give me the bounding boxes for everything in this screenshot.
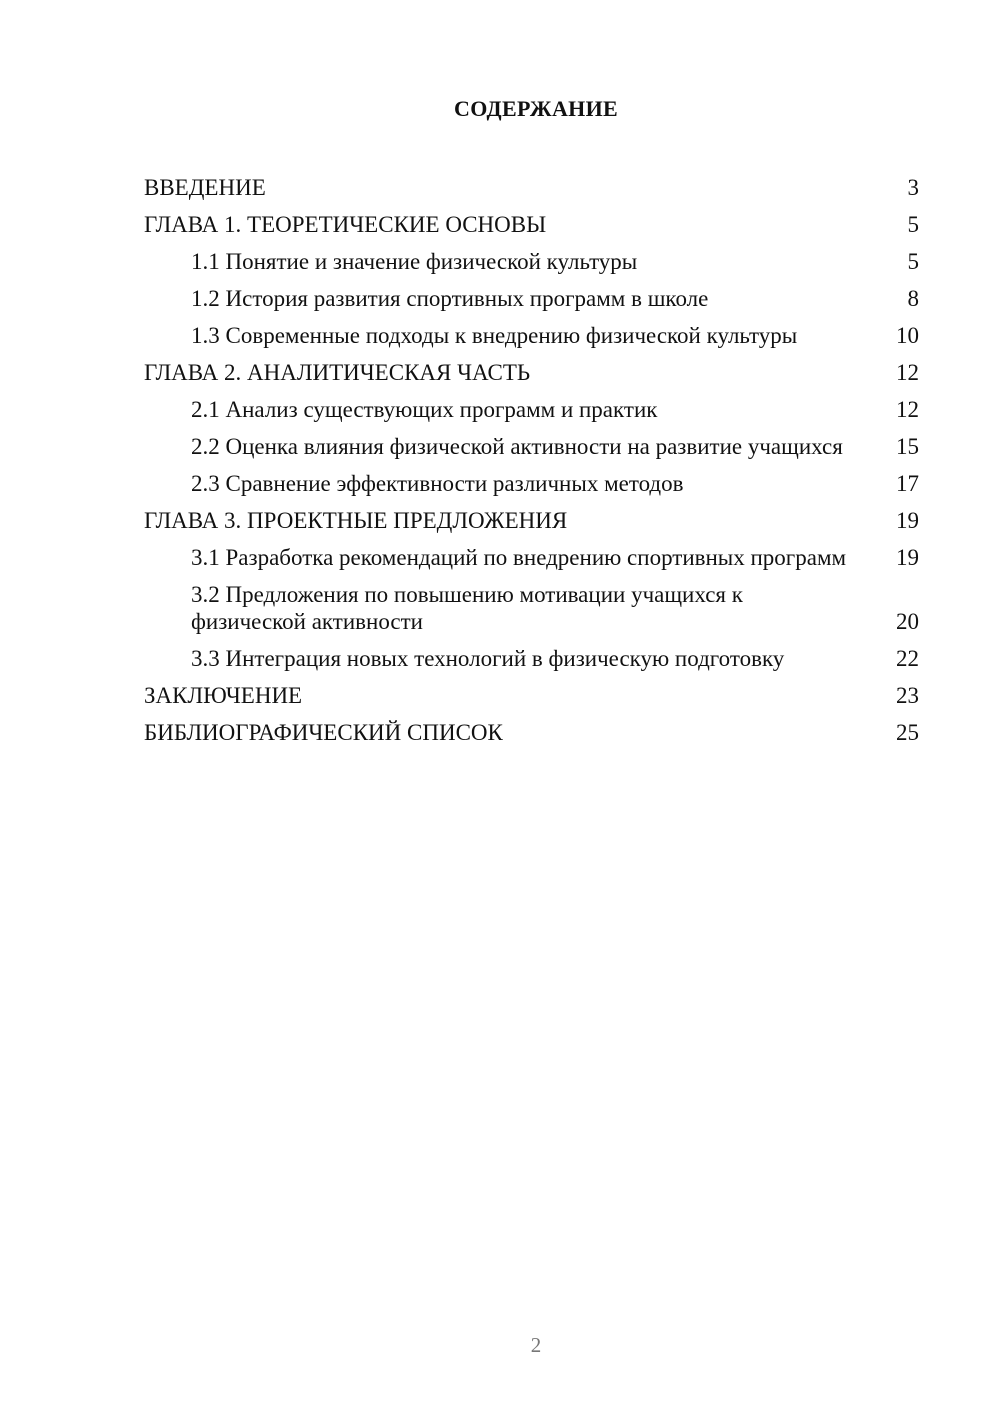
toc-entry-text: ВВЕДЕНИЕ [144, 175, 266, 200]
toc-entry-page: 12 [896, 360, 919, 385]
toc-entry-page: 5 [907, 249, 919, 274]
toc-entry-page: 12 [896, 397, 919, 422]
toc-entry-section-3-1[interactable] [144, 539, 919, 576]
toc-entry-section-2-2[interactable] [144, 428, 919, 465]
toc-entry-page: 22 [896, 646, 919, 671]
toc-entry-page: 17 [896, 471, 919, 496]
toc-entry-section-3-2[interactable] [144, 576, 919, 640]
toc-entry-text: 3.3 Интеграция новых технологий в физическую подготовку [191, 646, 785, 671]
toc-entry-text: ГЛАВА 3. ПРОЕКТНЫЕ ПРЕДЛОЖЕНИЯ [144, 508, 568, 533]
toc-entry-page: 8 [907, 286, 919, 311]
toc-entry-text: ГЛАВА 2. АНАЛИТИЧЕСКАЯ ЧАСТЬ [144, 360, 531, 385]
toc-entry-text: 1.3 Современные подходы к внедрению физической культуры [191, 323, 798, 348]
toc-entry-section-2-1[interactable] [144, 391, 919, 428]
toc-title: СОДЕРЖАНИЕ [454, 96, 618, 121]
toc-entry-page: 25 [896, 720, 919, 745]
toc-entry-chapter-2[interactable] [144, 354, 919, 391]
toc-entry-text: 1.1 Понятие и значение физической культуры [191, 249, 638, 274]
toc-entry-text: 3.2 Предложения по повышению мотивации учащихся к физической активности [191, 582, 743, 634]
toc-entry-chapter-1[interactable] [144, 206, 919, 243]
toc-entry-text: 2.2 Оценка влияния физической активности на развитие учащихся [191, 434, 843, 459]
toc-entry-section-1-3[interactable] [144, 317, 919, 354]
toc-entry-section-2-3[interactable] [144, 465, 919, 502]
toc-entry-page: 10 [896, 323, 919, 348]
toc-entry-page: 19 [896, 545, 919, 570]
toc-entry-text: 1.2 История развития спортивных программ в школе [191, 286, 709, 311]
toc-entry-section-1-2[interactable] [144, 280, 919, 317]
toc-entry-section-1-1[interactable] [144, 243, 919, 280]
toc-entry-text: ЗАКЛЮЧЕНИЕ [144, 683, 303, 708]
toc-entry-page: 3 [907, 175, 919, 200]
toc-entry-section-3-3[interactable] [144, 640, 919, 677]
toc-entry-page: 15 [896, 434, 919, 459]
page-number: 2 [530, 1333, 542, 1357]
toc-entry-text: 2.3 Сравнение эффективности различных методов [191, 471, 684, 496]
toc-entry-text: ГЛАВА 1. ТЕОРЕТИЧЕСКИЕ ОСНОВЫ [144, 212, 547, 237]
toc-entry-chapter-3[interactable] [144, 502, 919, 539]
toc-entry-page: 23 [896, 683, 919, 708]
toc-entry-conclusion[interactable] [144, 677, 919, 714]
toc-list [144, 169, 919, 751]
toc-entry-bibliography[interactable] [144, 714, 919, 751]
toc-entry-text: БИБЛИОГРАФИЧЕСКИЙ СПИСОК [144, 720, 503, 745]
toc-entry-text: 3.1 Разработка рекомендаций по внедрению спортивных программ [191, 545, 847, 570]
toc-entry-text: 2.1 Анализ существующих программ и практик [191, 397, 658, 422]
toc-entry-page: 19 [896, 508, 919, 533]
toc-entry-introduction[interactable] [144, 169, 919, 206]
toc-entry-page: 20 [896, 609, 919, 634]
toc-entry-page: 5 [907, 212, 919, 237]
